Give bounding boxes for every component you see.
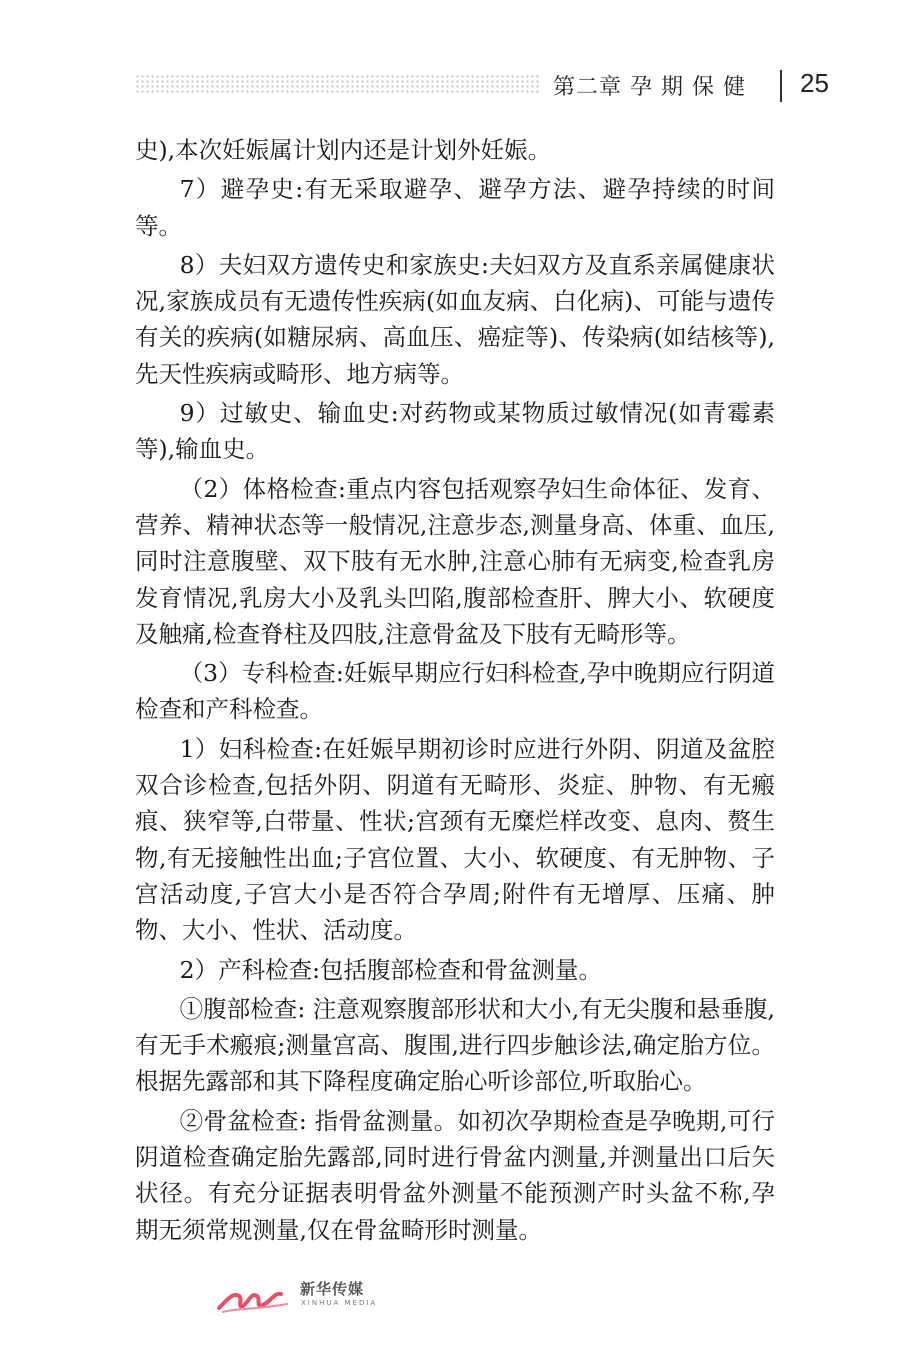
header-separator (780, 70, 782, 102)
publisher-name-en: XINHUA MEDIA (301, 1299, 378, 1307)
xinhua-media-logo-icon (215, 1278, 295, 1318)
paragraph-contraception-history: 7）避孕史:有无采取避孕、避孕方法、避孕持续的时间等。 (135, 175, 775, 240)
body-text (135, 132, 775, 1251)
publisher-name-cn: 新华传媒 (300, 1280, 365, 1298)
paragraph-abdominal-exam: ①腹部检查: 注意观察腹部形状和大小,有无尖腹和悬垂腹,有无手术瘢痕;测量宫高、腹围,进行四步触诊法,确定胎方位。根据先露部和其下降程度确定胎心听诊部位,听取胎心。 (135, 994, 775, 1096)
header-dot-pattern (135, 74, 540, 94)
paragraph-genetic-family-history: 8）夫妇双方遗传史和家族史:夫妇双方及直系亲属健康状况,家族成员有无遗传性疾病(如血友病、白化病)、可能与遗传有关的疾病(如糖尿病、高血压、癌症等)、传染病(如结核等),先天性疾病或畸形、地方病等。 (135, 250, 775, 388)
publisher-logo (215, 1278, 415, 1318)
paragraph-specialist-exam: （3）专科检查:妊娠早期应行妇科检查,孕中晚期应行阴道检查和产科检查。 (135, 659, 775, 724)
paragraph-obstetric-exam: 2）产科检查:包括腹部检查和骨盆测量。 (179, 955, 603, 984)
paragraph-physical-exam: （2）体格检查:重点内容包括观察孕妇生命体征、发育、营养、精神状态等一般情况,注意步态,测量身高、体重、血压,同时注意腹壁、双下肢有无水肿,注意心肺有无病变,检查乳房发育情况,乳房大小及乳头凹陷,腹部检查肝、脾大小、软硬度及触痛,检查脊柱及四肢,注意骨盆及下肢有无畸形等。 (135, 474, 775, 648)
paragraph-pelvic-exam: ②骨盆检查: 指骨盆测量。如初次孕期检查是孕晚期,可行阴道检查确定胎先露部,同时进行骨盆内测量,并测量出口后矢状径。有充分证据表明骨盆外测量不能预测产时头盆不称,孕期无须常规测量,仅在骨盆畸形时测量。 (135, 1106, 775, 1244)
paragraph-allergy-transfusion-history: 9）过敏史、输血史:对药物或某物质过敏情况(如青霉素等),输血史。 (135, 399, 775, 464)
page-header (0, 60, 900, 110)
paragraph-gynecologic-exam: 1）妇科检查:在妊娠早期初诊时应进行外阴、阴道及盆腔双合诊检查,包括外阴、阴道有无畸形、炎症、肿物、有无瘢痕、狭窄等,白带量、性状;宫颈有无糜烂样改变、息肉、赘生物,有无接触性出血;子宫位置、大小、软硬度、有无肿物、子宫活动度,子宫大小是否符合孕周;附件有无增厚、压痛、肿物、大小、性状、活动度。 (135, 734, 775, 945)
chapter-title: 第二章 孕 期 保 健 (553, 75, 746, 100)
paragraph-continuation: 史),本次妊娠属计划内还是计划外妊娠。 (135, 136, 552, 164)
page-number: 25 (800, 68, 829, 98)
